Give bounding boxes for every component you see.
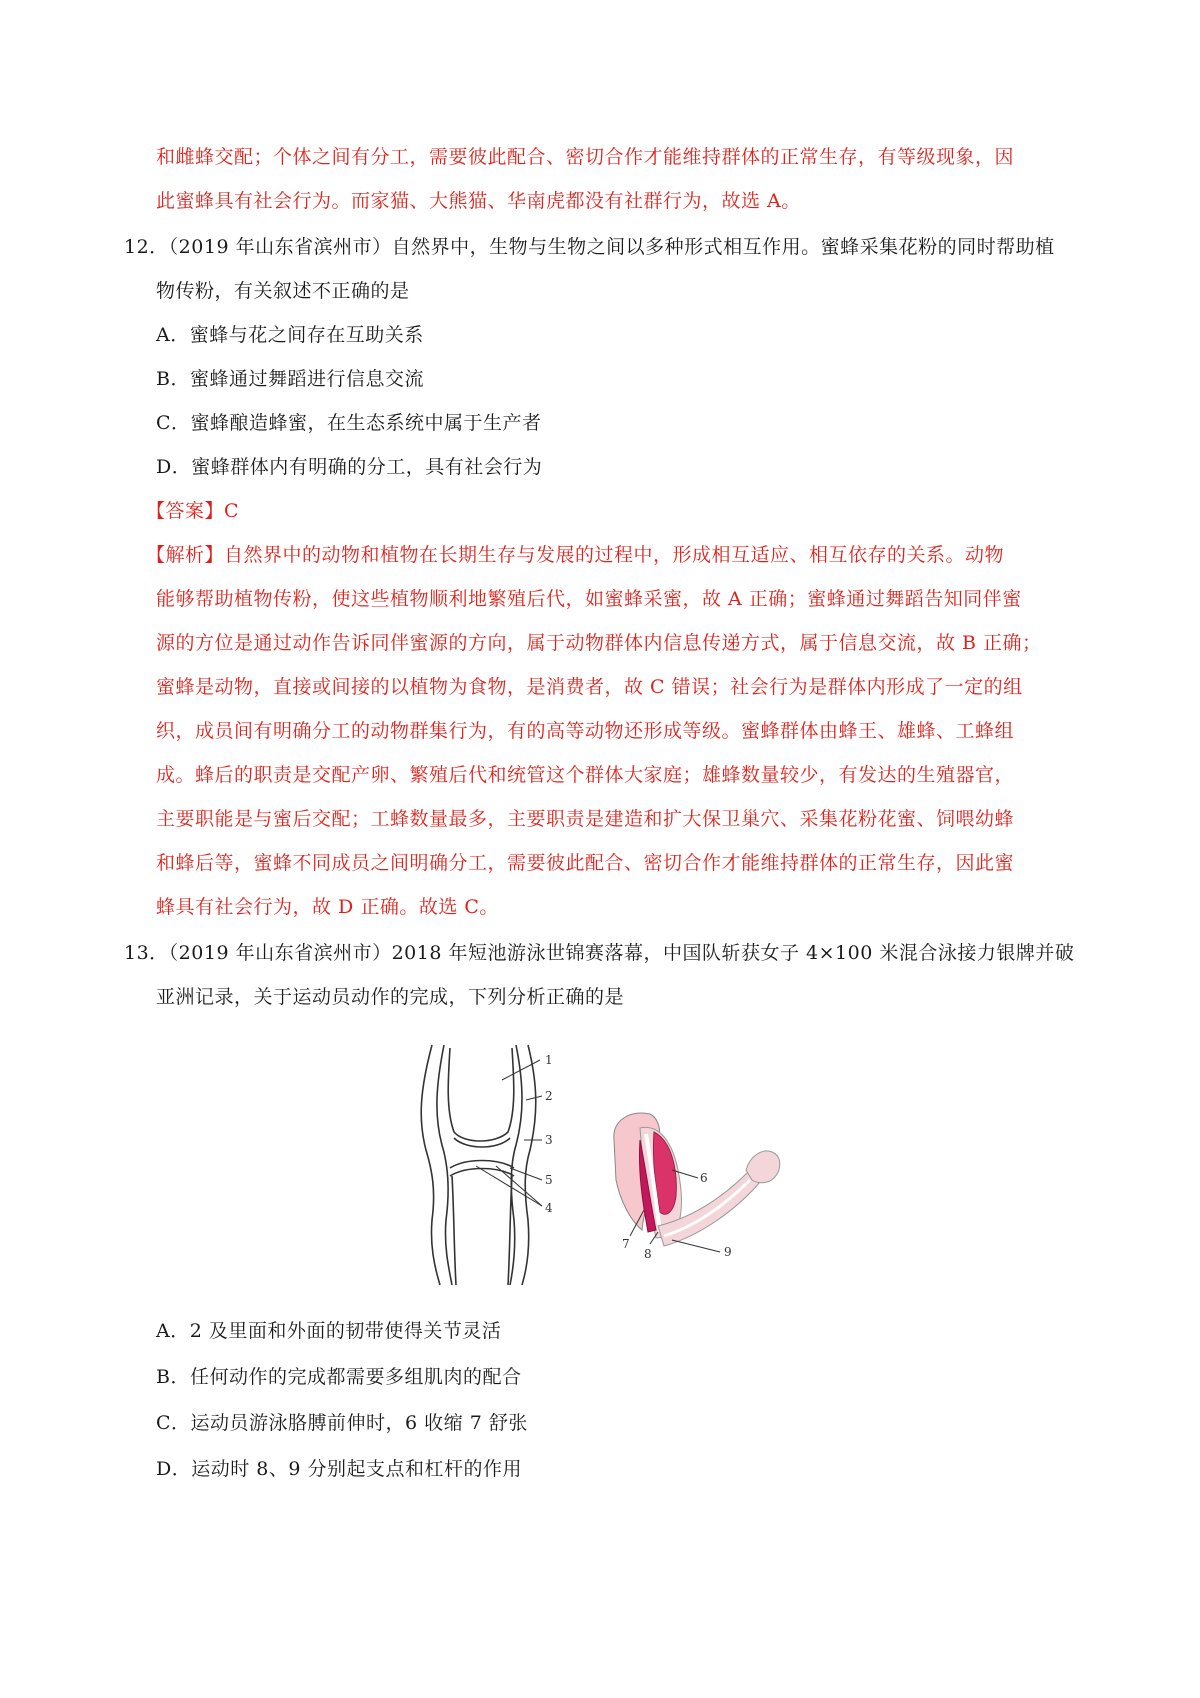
- q13-option-a: A．2 及里面和外面的韧带使得关节灵活: [156, 1320, 502, 1342]
- joint-label-3: 3: [545, 1133, 553, 1147]
- q12-answer: 【答案】C: [146, 500, 240, 522]
- q12-analysis-line-9: 蜂具有社会行为，故 D 正确。故选 C。: [156, 896, 499, 918]
- arm-label-8: 8: [644, 1247, 652, 1261]
- q13-option-c: C．运动员游泳胳膊前伸时，6 收缩 7 舒张: [156, 1412, 528, 1434]
- arm-label-6: 6: [700, 1171, 708, 1185]
- joint-label-5: 5: [545, 1173, 553, 1187]
- q12-analysis-line-2: 能够帮助植物传粉，使这些植物顺利地繁殖后代，如蜜蜂采蜜，故 A 正确；蜜蜂通过舞蹈告知同伴蜜: [156, 588, 1022, 610]
- q12-option-a: A．蜜蜂与花之间存在互助关系: [156, 324, 424, 346]
- intro-line-1: 和雌蜂交配；个体之间有分工，需要彼此配合、密切合作才能维持群体的正常生存，有等级现象，因: [156, 146, 1015, 168]
- q12-analysis-line-4: 蜜蜂是动物，直接或间接的以植物为食物，是消费者，故 C 错误；社会行为是群体内形成了一定的组: [156, 676, 1023, 698]
- q12-option-c: C．蜜蜂酿造蜂蜜，在生态系统中属于生产者: [156, 412, 542, 434]
- intro-line-2: 此蜜蜂具有社会行为。而家猫、大熊猫、华南虎都没有社群行为，故选 A。: [156, 190, 801, 212]
- q12-stem-line-1: 12．（2019 年山东省滨州市）自然界中，生物与生物之间以多种形式相互作用。蜜蜂采集花粉的同时帮助植: [124, 236, 1055, 258]
- q12-analysis-line-8: 和蜂后等，蜜蜂不同成员之间明确分工，需要彼此配合、密切合作才能维持群体的正常生存，因此蜜: [156, 852, 1015, 874]
- joint-label-2: 2: [545, 1089, 553, 1103]
- q12-analysis-line-3: 源的方位是通过动作告诉同伴蜜源的方向，属于动物群体内信息传递方式，属于信息交流，故 B 正确；: [156, 632, 1042, 654]
- q12-analysis-line-1: 【解析】自然界中的动物和植物在长期生存与发展的过程中，形成相互适应、相互依存的关系。动物: [146, 544, 1005, 566]
- q12-option-d: D．蜜蜂群体内有明确的分工，具有社会行为: [156, 456, 543, 478]
- q13-stem-line-1: 13．（2019 年山东省滨州市）2018 年短池游泳世锦赛落幕，中国队斩获女子 4×100 米混合泳接力银牌并破: [124, 942, 1075, 964]
- q12-analysis-line-6: 成。蜂后的职责是交配产卵、繁殖后代和统管这个群体大家庭；雄蜂数量较少，有发达的生殖器官，: [156, 764, 1015, 786]
- joint-label-4: 4: [545, 1201, 553, 1215]
- q13-option-d: D．运动时 8、9 分别起支点和杠杆的作用: [156, 1458, 522, 1480]
- q13-option-b: B．任何动作的完成都需要多组肌肉的配合: [156, 1366, 522, 1388]
- q12-stem-line-2: 物传粉，有关叙述不正确的是: [156, 280, 410, 302]
- joint-label-1: 1: [545, 1053, 553, 1067]
- q12-analysis-line-7: 主要职能是与蜜后交配；工蜂数量最多，主要职责是建造和扩大保卫巢穴、采集花粉花蜜、饲喂幼蜂: [156, 808, 1015, 830]
- knee-joint-diagram: [410, 1040, 580, 1290]
- arm-label-9: 9: [724, 1245, 732, 1259]
- arm-muscle-diagram: [600, 1100, 790, 1280]
- arm-label-7: 7: [622, 1237, 630, 1251]
- q13-stem-line-2: 亚洲记录，关于运动员动作的完成，下列分析正确的是: [156, 986, 625, 1008]
- q12-analysis-line-5: 织，成员间有明确分工的动物群集行为，有的高等动物还形成等级。蜜蜂群体由蜂王、雄蜂、工蜂组: [156, 720, 1015, 742]
- q12-option-b: B．蜜蜂通过舞蹈进行信息交流: [156, 368, 424, 390]
